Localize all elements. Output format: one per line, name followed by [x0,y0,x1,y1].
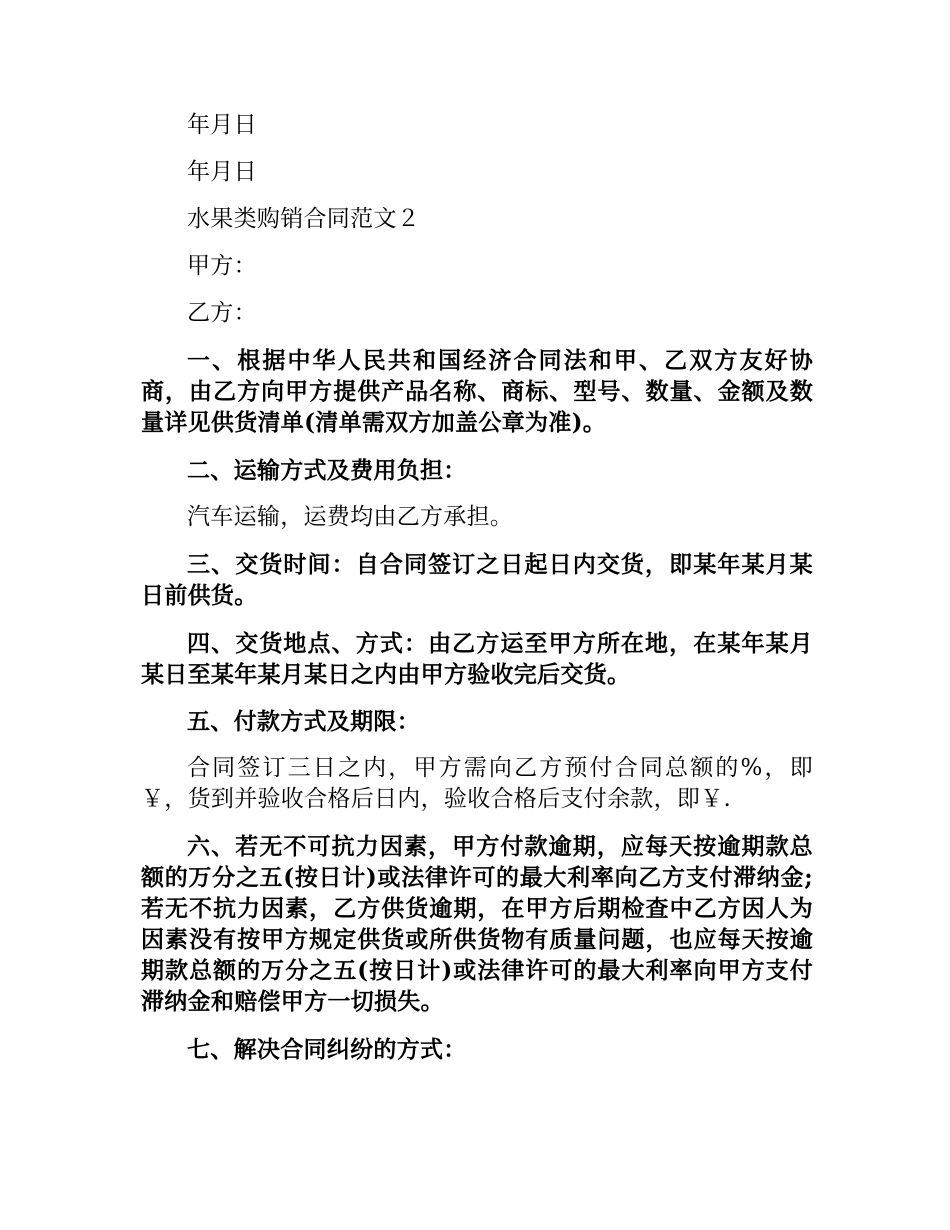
date-line: 年月日 [187,159,257,185]
clause-3: 三、交货时间：自合同签订之日起日内交货，即某年某月某日前供货。 [141,551,813,609]
clause-5-body: 合同签订三日之内，甲方需向乙方预付合同总额的%，即￥，货到并验收合格后日内，验收合格后支付余款，即￥. [141,755,813,812]
party-b-label: 乙方： [187,300,257,326]
date-line: 年月日 [187,112,257,138]
clause-1: 一、根据中华人民共和国经济合同法和甲、乙双方友好协商，由乙方向甲方提供产品名称、商标、型号、数量、金额及数量详见供货清单(清单需双方加盖公章为准)。 [141,347,813,436]
clause-6: 六、若无不可抗力因素，甲方付款逾期，应每天按逾期款总额的万分之五(按日计)或法律许可的最大利率向乙方支付滞纳金;若无不抗力因素，乙方供货逾期，在甲方后期检查中乙方因人为因素没有按甲方规定供货或所供货物有质量问题，也应每天按逾期款总额的万分之五(按日计)或法律许可的最大利率向甲方支付滞纳金和赔偿甲方一切损失。 [141,833,813,1015]
party-a-label: 甲方： [187,253,257,279]
document-page [141,110,813,1065]
clause-7-heading: 七、解决合同纠纷的方式： [187,1036,467,1063]
clause-2-body: 汽车运输，运费均由乙方承担。 [187,504,514,530]
document-title: 水果类购销合同范文２ [187,206,420,232]
clause-5-heading: 五、付款方式及期限： [187,708,420,735]
clause-2-heading: 二、运输方式及费用负担： [187,457,467,484]
clause-4: 四、交货地点、方式：由乙方运至甲方所在地，在某年某月某日至某年某月某日之内由甲方验收完后交货。 [141,630,813,688]
